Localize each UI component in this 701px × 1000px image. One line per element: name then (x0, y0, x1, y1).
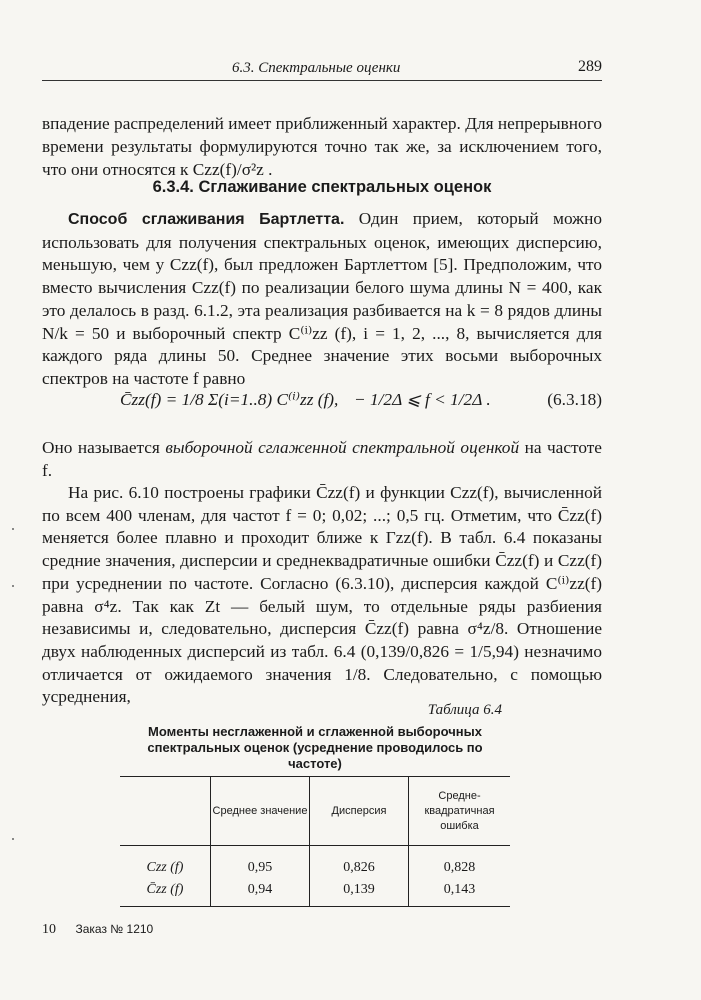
paragraph-bartlett (42, 208, 602, 391)
running-title: 6.3. Спектральные оценки (232, 60, 401, 76)
p3-start: Оно называется (42, 438, 166, 457)
paragraph-lead-heading: Способ сглаживания Бартлетта. (68, 211, 345, 228)
table-header-mean: Среднее значение (211, 777, 310, 846)
margin-dot (12, 838, 14, 840)
table-title: Моменты несглаженной и сглаженной выборочных спектральных оценок (усреднение проводилось по частоте) (147, 724, 483, 771)
row-label: C̄zz (f) (120, 879, 211, 907)
moments-table (120, 776, 510, 907)
paragraph-3 (42, 437, 602, 482)
paragraph-1: впадение распределений имеет приближенный характер. Для непрерывного времени результаты формулируются точно так же, за исключением того, что они относятся к Czz(f)/σ²z . (42, 114, 602, 179)
cell-variance: 0,139 (310, 879, 409, 907)
cell-mean: 0,95 (211, 846, 310, 880)
cell-variance: 0,826 (310, 846, 409, 880)
table-row (120, 846, 510, 880)
section-heading: 6.3.4. Сглаживание спектральных оценок (152, 178, 492, 196)
equation-range: − 1/2Δ ⩽ f < 1/2Δ . (354, 390, 491, 409)
paragraph-4 (42, 482, 602, 709)
table-header-variance: Дисперсия (310, 777, 409, 846)
margin-dot (12, 585, 14, 587)
paragraph-2-body: Один прием, который можно использовать для получения спектральных оценок, имеющих дисперсию, меньшую, чем у Czz(f), был предложен Бартлеттом [5]. Предположим, что вместо вычисления Czz(f) по реализации белого шума длины N = 400, как это делалось в разд. 6.1.2, эта реализация разбивается на k = 8 рядов длины N/k = 50 и выборочный спектр C⁽ⁱ⁾zz (f), i = 1, 2, ..., 8, вычисляется для каждого ряда длины 50. Среднее значение этих восьми выборочных спектров на частоте f равно (42, 209, 602, 388)
p4-text: На рис. 6.10 построены графики C̄zz(f) и функции Czz(f), вычисленной по всем 400 членам, для частот f = 0; 0,02; ...; 0,5 гц. Отметим, что C̄zz(f) меняется более плавно и проходит ближе к Γzz(f). В табл. 6.4 показаны средние значения, дисперсии и среднеквадратичные ошибки C̄zz(f) и Czz(f) при усреднении по частоте. Согласно (6.3.10), дисперсия каждой C⁽ⁱ⁾zz(f) равна σ⁴z. Так как Zt — белый шум, то отдельные ряды разбиения независимы и, следовательно, дисперсия C̄zz(f) равна σ⁴z/8. Отношение двух наблюденных дисперсий из табл. 6.4 (0,139/0,826 = 1/5,94) незначимо отличается от ожидаемого значения 1/8. Следовательно, с помощью усреднения, (42, 483, 602, 707)
p3-end: на частоте f. (42, 438, 602, 480)
row-label: Czz (f) (146, 860, 184, 875)
signature-mark: 10 (42, 922, 56, 937)
cell-rms: 0,828 (409, 846, 511, 880)
cell-mean: 0,94 (211, 879, 310, 907)
equation-number: (6.3.18) (547, 390, 602, 409)
table-caption: Таблица 6.4 (427, 702, 502, 718)
page-number: 289 (578, 58, 602, 75)
page-header (42, 56, 602, 81)
equation-6-3-18 (42, 376, 602, 436)
equation-lhs: C̄zz(f) = 1/8 Σ(i=1..8) C⁽ⁱ⁾zz (f), (120, 390, 339, 409)
margin-dot (12, 528, 14, 530)
table-row (120, 879, 510, 907)
print-order: Заказ № 1210 (75, 922, 154, 936)
page-footer (42, 922, 153, 938)
table-header-rms: Средне-квадратичная ошибка (409, 777, 511, 846)
cell-rms: 0,143 (409, 879, 511, 907)
p3-term: выборочной сглаженной спектральной оценкой (165, 438, 520, 457)
table-header-blank (120, 777, 211, 846)
